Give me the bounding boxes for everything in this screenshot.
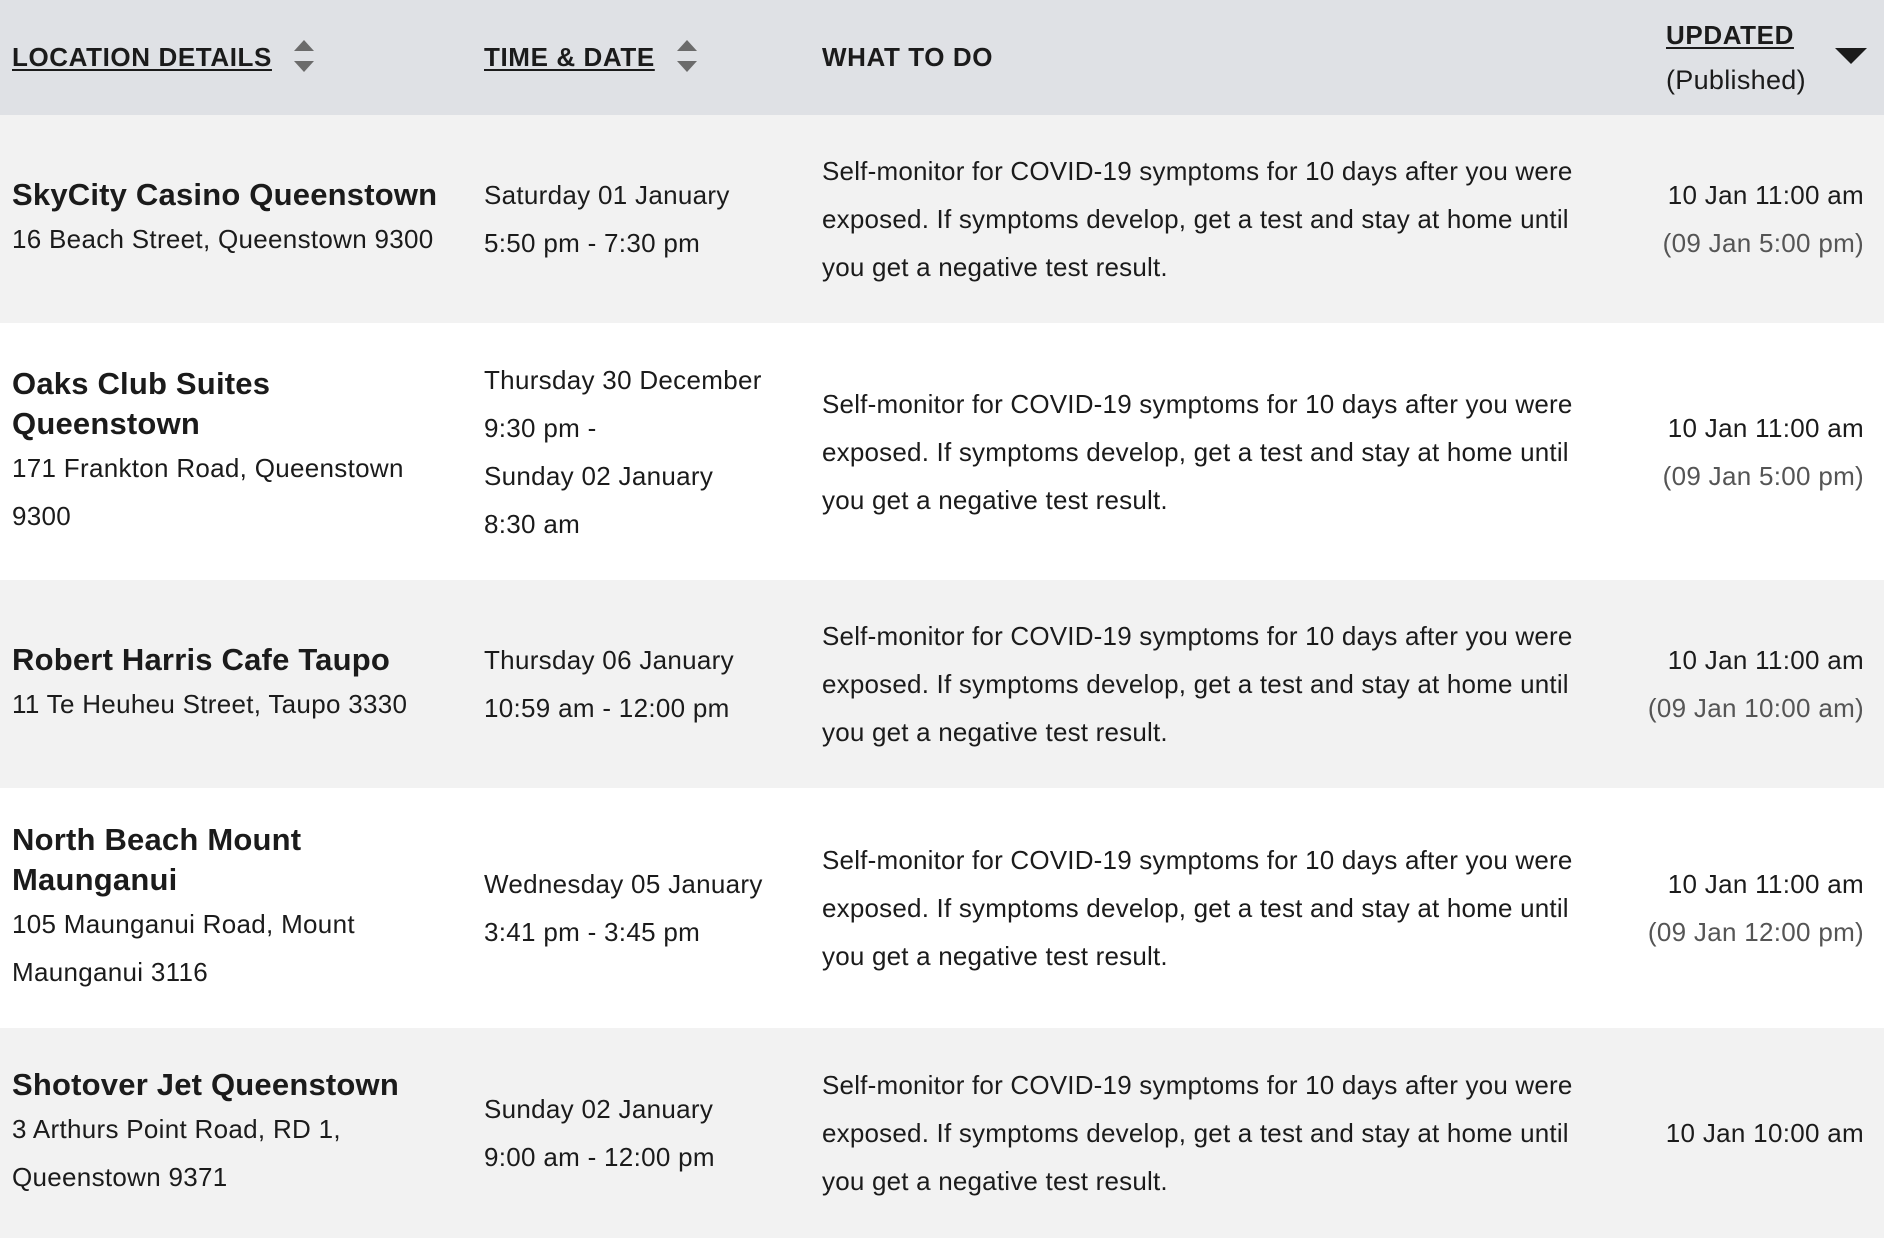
caret-down-icon[interactable]	[1835, 48, 1867, 64]
what-to-do-text: Self-monitor for COVID-19 symptoms for 10 days after you were exposed. If symptoms develop, get a test and stay at home until you get a negative test result.	[822, 621, 1573, 747]
location-cell	[12, 580, 462, 788]
updated-time: 10 Jan 11:00 am	[1667, 645, 1864, 675]
location-address: 171 Frankton Road, Queenstown 9300	[12, 452, 404, 531]
what-to-do-text: Self-monitor for COVID-19 symptoms for 10 days after you were exposed. If symptoms develop, get a test and stay at home until you get a negative test result.	[822, 388, 1573, 515]
table-row	[0, 323, 1884, 580]
published-time: (09 Jan 5:00 pm)	[1662, 228, 1864, 258]
location-address: 11 Te Heuheu Street, Taupo 3330	[12, 689, 408, 719]
time-date-line: 5:50 pm - 7:30 pm	[484, 228, 701, 258]
time-date-line: 9:30 pm -	[484, 412, 597, 443]
location-address: 3 Arthurs Point Road, RD 1, Queenstown 9371	[12, 1114, 341, 1192]
published-time: (09 Jan 12:00 pm)	[1647, 917, 1864, 947]
updated-sort-button[interactable]	[1666, 0, 1884, 115]
published-header-sublabel: (Published)	[1666, 64, 1806, 95]
location-details-sort-button[interactable]	[12, 0, 314, 115]
what-to-do-header-label: WHAT TO DO	[822, 42, 994, 72]
time-date-line: Thursday 06 January	[484, 645, 734, 675]
updated-time: 10 Jan 11:00 am	[1667, 180, 1864, 210]
table-row	[0, 115, 1884, 323]
what-to-do-cell	[822, 323, 1617, 580]
location-name: Shotover Jet Queenstown	[12, 1067, 399, 1102]
updated-cell	[1604, 1028, 1864, 1238]
location-name: Oaks Club Suites Queenstown	[12, 365, 271, 441]
updated-time: 10 Jan 11:00 am	[1667, 869, 1864, 899]
what-to-do-cell	[822, 788, 1617, 1028]
sort-updown-icon[interactable]	[677, 38, 697, 74]
what-to-do-cell	[822, 115, 1617, 323]
published-time: (09 Jan 10:00 am)	[1647, 693, 1864, 723]
location-name: SkyCity Casino Queenstown	[12, 177, 438, 212]
location-details-header-label[interactable]: LOCATION DETAILS	[12, 42, 272, 72]
time-date-cell	[484, 1028, 804, 1238]
time-date-line: 3:41 pm - 3:45 pm	[484, 917, 701, 947]
location-cell	[12, 1028, 462, 1238]
location-cell	[12, 788, 462, 1028]
time-date-cell	[484, 788, 804, 1028]
updated-cell	[1604, 115, 1864, 323]
location-address: 16 Beach Street, Queenstown 9300	[12, 224, 434, 254]
location-cell	[12, 323, 462, 580]
what-to-do-cell	[822, 1028, 1617, 1238]
time-date-sort-button[interactable]	[484, 0, 697, 115]
time-date-cell	[484, 115, 804, 323]
time-date-cell	[484, 323, 804, 580]
what-to-do-text: Self-monitor for COVID-19 symptoms for 10 days after you were exposed. If symptoms develop, get a test and stay at home until you get a negative test result.	[822, 1070, 1573, 1196]
sort-updown-icon[interactable]	[294, 38, 314, 74]
time-date-cell	[484, 580, 804, 788]
time-date-line: Sunday 02 January	[484, 1094, 714, 1124]
published-time: (09 Jan 5:00 pm)	[1662, 460, 1864, 491]
what-to-do-text: Self-monitor for COVID-19 symptoms for 10 days after you were exposed. If symptoms develop, get a test and stay at home until you get a negative test result.	[822, 845, 1573, 971]
table-row	[0, 580, 1884, 788]
time-date-line: 8:30 am	[484, 508, 581, 539]
location-name: Robert Harris Cafe Taupo	[12, 642, 391, 677]
updated-cell	[1604, 323, 1864, 580]
what-to-do-header	[822, 0, 993, 115]
time-date-line: 10:59 am - 12:00 pm	[484, 693, 730, 723]
what-to-do-cell	[822, 580, 1617, 788]
table-row	[0, 788, 1884, 1028]
time-date-header-label[interactable]: TIME & DATE	[484, 42, 655, 72]
time-date-line: Saturday 01 January	[484, 180, 730, 210]
table-row	[0, 1028, 1884, 1238]
time-date-line: Thursday 30 December	[484, 364, 762, 395]
updated-time: 10 Jan 10:00 am	[1665, 1118, 1864, 1148]
table-header	[0, 0, 1884, 115]
what-to-do-text: Self-monitor for COVID-19 symptoms for 10 days after you were exposed. If symptoms develop, get a test and stay at home until you get a negative test result.	[822, 156, 1573, 282]
time-date-line: Wednesday 05 January	[484, 869, 763, 899]
location-cell	[12, 115, 462, 323]
location-name: North Beach Mount Maunganui	[12, 822, 302, 897]
updated-header-label[interactable]: UPDATED	[1666, 19, 1794, 50]
location-address: 105 Maunganui Road, Mount Maunganui 3116	[12, 909, 355, 987]
time-date-line: 9:00 am - 12:00 pm	[484, 1142, 715, 1172]
updated-time: 10 Jan 11:00 am	[1667, 412, 1864, 443]
updated-cell	[1604, 788, 1864, 1028]
table-body	[0, 115, 1884, 1238]
time-date-line: Sunday 02 January	[484, 460, 714, 491]
updated-cell	[1604, 580, 1864, 788]
